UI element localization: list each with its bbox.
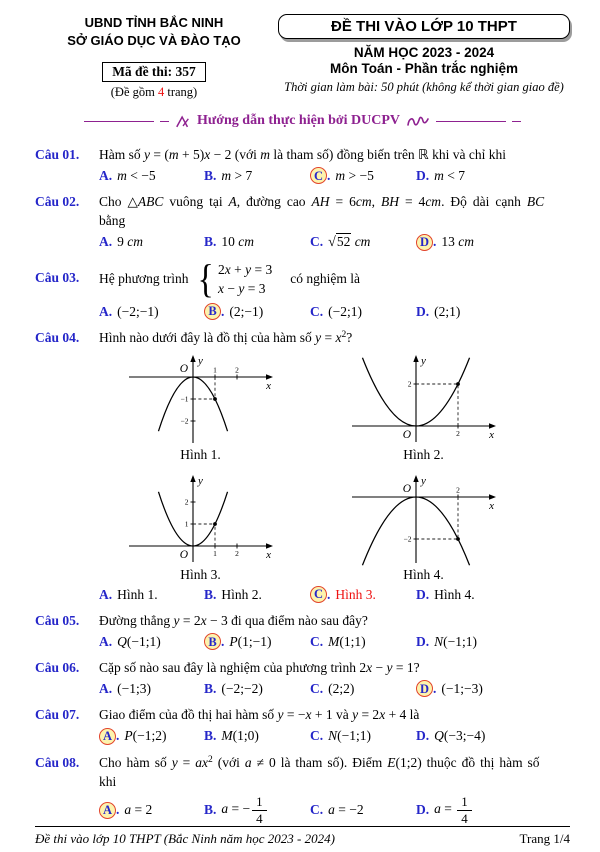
option-letter-dot: . (108, 680, 113, 696)
question-number: Câu 03. (35, 270, 80, 286)
question-block (35, 611, 570, 650)
parabola-graph (121, 471, 281, 567)
divider-dash (512, 121, 521, 122)
math-text: x (335, 330, 342, 345)
system-equations (218, 261, 272, 298)
option-letter: D (416, 167, 426, 183)
divider-text: Hướng dẫn thực hiện bởi DUCPV (196, 113, 401, 129)
option-letter-dot: . (425, 633, 430, 649)
fraction (457, 794, 472, 826)
math-text: a (221, 801, 229, 817)
correct-answer-circle: D (416, 680, 433, 697)
svg-text:y: y (420, 475, 426, 488)
option-letter: D (416, 586, 426, 602)
question-header (35, 145, 570, 164)
option-text: m > 7 (221, 167, 253, 183)
answer-option (204, 234, 310, 250)
math-text: y (171, 754, 178, 770)
option-text: (−2;−2) (221, 680, 263, 696)
math-text: y (245, 261, 252, 277)
pen-nib-icon (175, 114, 191, 129)
option-text: P(1;−1) (229, 633, 272, 649)
option-letter-dot: . (221, 303, 225, 319)
question-number: Câu 04. (35, 330, 80, 345)
math-text: cm (425, 194, 442, 210)
option-text: (−2;1) (328, 303, 362, 319)
option-letter: A (99, 586, 109, 602)
math-text: cm (127, 234, 143, 250)
divider-dash (84, 121, 154, 122)
school-year: NĂM HỌC 2023 - 2024 (353, 45, 495, 60)
radical-sign: √ (328, 234, 336, 250)
math-text: cm (458, 234, 474, 250)
option-letter: C (310, 234, 320, 250)
option-text: Q(−1;1) (117, 633, 161, 649)
option-letter-dot: . (433, 680, 437, 696)
math-text: m (221, 167, 232, 183)
question-text: Giao điểm của đồ thị hai hàm số y = −x + 1 và y = 2x + 4 là (99, 707, 420, 723)
option-letter-dot: . (108, 234, 113, 250)
header-right-block (278, 14, 570, 95)
question-block (35, 256, 570, 320)
svg-text:x: x (488, 500, 494, 513)
option-letter-dot: . (213, 728, 217, 744)
option-letter: A (99, 680, 109, 696)
option-text: N(−1;1) (434, 633, 477, 649)
svg-text:2: 2 (455, 429, 460, 439)
math-text: x (204, 147, 211, 163)
radicand: 52 (336, 233, 351, 249)
question-text: Đường thẳng y = 2x − 3 đi qua điểm nào sau đây? (99, 613, 368, 629)
answer-option (99, 304, 204, 320)
math-text: E (387, 754, 396, 770)
question-header (35, 256, 570, 302)
option-letter: B (204, 234, 214, 250)
math-text: x (202, 754, 209, 770)
figure-caption: Hình 3. (180, 567, 221, 583)
option-letter-dot: . (319, 802, 324, 818)
math-text: M (221, 728, 233, 744)
option-text: m < 7 (434, 167, 465, 183)
answer-option (310, 234, 416, 251)
option-letter-dot: . (213, 234, 217, 250)
option-letter-dot: . (425, 728, 430, 744)
correct-answer-circle: B (204, 633, 221, 650)
answer-option (416, 587, 570, 603)
figure (89, 471, 312, 583)
option-text: Hình 1. (117, 586, 158, 602)
math-text: 2 (341, 330, 347, 340)
option-letter-dot: . (213, 802, 217, 818)
option-letter: C (310, 680, 320, 696)
option-text: P(−1;2) (124, 728, 167, 744)
correct-answer-circle: A (99, 728, 116, 745)
math-text: M (328, 633, 340, 649)
math-text: 4 (157, 85, 165, 100)
fraction-denominator: 4 (256, 810, 263, 826)
page-footer (35, 826, 570, 847)
option-text: m > −5 (335, 167, 374, 183)
math-text: m (117, 167, 127, 183)
header-left-block (35, 14, 273, 100)
option-letter-dot: . (319, 633, 324, 649)
answer-option (310, 167, 416, 184)
option-letter: B (204, 728, 214, 744)
option-letter-dot: . (319, 680, 324, 696)
math-text: cm (355, 194, 372, 210)
option-letter: A (99, 234, 109, 250)
math-text: N (434, 633, 444, 649)
answer-option (204, 168, 310, 184)
svg-text:x: x (265, 380, 271, 393)
option-letter-dot: . (425, 586, 430, 602)
option-letter-dot: . (319, 234, 324, 250)
question-block (35, 658, 570, 697)
divider-dash (436, 121, 506, 122)
correct-answer-circle: D (416, 234, 433, 251)
question-text: Cho △ABC vuông tại A, đường cao AH = 6cm, BH = 4cm. Độ dài cạnh BC bằng (99, 194, 545, 229)
divider-dash (160, 121, 169, 122)
option-letter: D (416, 802, 426, 818)
math-text: A (228, 194, 237, 210)
option-letter: D (416, 728, 426, 744)
question-number: Câu 07. (35, 707, 80, 723)
option-text: N(−1;1) (328, 728, 371, 744)
option-letter-dot: . (327, 586, 331, 602)
svg-text:O: O (179, 549, 188, 562)
options-row (99, 794, 570, 826)
svg-text:O: O (179, 363, 188, 376)
answer-option (416, 634, 570, 650)
math-text: AH (311, 194, 330, 210)
math-text: BH (380, 194, 399, 210)
svg-text:1: 1 (212, 549, 217, 559)
option-letter-dot: . (425, 303, 430, 319)
question-header (35, 192, 570, 230)
org-line1: UBND TỈNH BẮC NINH (84, 15, 224, 30)
math-text: x (224, 261, 231, 277)
option-letter-dot: . (108, 303, 113, 319)
parabola-graph (121, 351, 281, 447)
answer-option (99, 634, 204, 650)
math-text: x (218, 280, 225, 296)
math-text: a (434, 801, 441, 817)
option-letter-dot: . (213, 586, 217, 602)
math-text: P (229, 633, 238, 649)
math-text: y (238, 280, 245, 296)
pages-note: (Đề gồm 4 trang) (110, 85, 198, 100)
question-header (35, 753, 570, 791)
answer-option (416, 304, 570, 320)
answer-option (310, 304, 416, 320)
option-text: a = −2 (328, 802, 364, 818)
option-letter: C (310, 633, 320, 649)
answer-option (310, 728, 416, 744)
fraction-numerator: 1 (457, 794, 472, 811)
system-equation-line: 2x + y = 3 (218, 261, 273, 277)
math-text: 2 (208, 754, 213, 765)
options-row (99, 633, 570, 650)
option-text: Hình 2. (221, 586, 262, 602)
svg-text:−2: −2 (180, 416, 188, 426)
svg-text:2: 2 (407, 379, 411, 389)
options-row (99, 680, 570, 697)
math-text: x (366, 660, 373, 676)
math-text: a (124, 802, 132, 818)
option-text: m < −5 (117, 167, 156, 183)
parabola-graph (344, 351, 504, 447)
math-text: m (335, 167, 346, 183)
option-letter-dot: . (221, 633, 225, 649)
svg-text:y: y (197, 475, 203, 488)
option-letter-dot: . (433, 234, 437, 250)
math-text: m (168, 147, 179, 163)
footer-page-number: Trang 1/4 (519, 831, 570, 847)
math-text: x (379, 707, 386, 723)
question-header (35, 611, 570, 630)
answer-option (99, 728, 204, 745)
svg-text:y: y (420, 355, 426, 368)
svg-text:2: 2 (184, 497, 188, 507)
math-text: y (386, 660, 393, 676)
option-text: Q(−3;−4) (434, 728, 486, 744)
svg-text:−2: −2 (403, 534, 411, 544)
answer-option (204, 303, 310, 320)
svg-text:y: y (197, 355, 203, 368)
math-text: y (352, 707, 359, 723)
questions-section (35, 137, 570, 826)
option-text: a = $\frac{1}{4}$ (434, 794, 474, 826)
option-letter-dot: . (425, 167, 430, 183)
question-text: Cặp số nào sau đây là nghiệm của phương trình 2x − y = 1? (99, 660, 420, 676)
figure-caption: Hình 1. (180, 447, 221, 463)
fraction (252, 794, 267, 826)
option-text: M(1;1) (328, 633, 366, 649)
system-equation-line: x − y = 3 (218, 280, 266, 296)
svg-text:1: 1 (184, 519, 188, 529)
answer-option (310, 802, 416, 818)
question-text: Hình nào dưới đây là đồ thị của hàm số $y = x^2$? (99, 330, 353, 345)
math-text: a (328, 802, 335, 818)
answer-option (310, 681, 416, 697)
answer-option (416, 234, 570, 251)
answer-option (310, 586, 416, 603)
svg-text:2: 2 (234, 365, 239, 375)
math-text: y (144, 147, 150, 163)
page-header (35, 14, 570, 100)
figure-grid (89, 351, 535, 583)
correct-answer-circle: C (310, 167, 327, 184)
math-text: ABC (137, 194, 164, 210)
option-letter-dot: . (116, 728, 120, 744)
option-text: a = − $\frac{1}{4}$ (221, 794, 268, 826)
option-text: (2;1) (434, 303, 461, 319)
options-row (99, 234, 570, 251)
exam-title: ĐỀ THI VÀO LỚP 10 THPT (278, 14, 570, 39)
svg-text:−1: −1 (180, 394, 188, 404)
duration-note: Thời gian làm bài: 50 phút (không kể thời gian giao đề) (284, 80, 564, 94)
option-letter-dot: . (116, 802, 120, 818)
correct-answer-circle: A (99, 802, 116, 819)
svg-text:x: x (265, 549, 271, 562)
question-text: Hệ phương trình { 2x + y = 3 x − y = 3 có nghiệm là (99, 256, 361, 302)
question-block (35, 328, 570, 603)
math-text: a (195, 754, 203, 770)
equation-system (196, 256, 273, 302)
option-text: 10 cm (221, 234, 255, 250)
option-letter: C (310, 303, 320, 319)
option-letter-dot: . (327, 167, 331, 183)
question-number: Câu 06. (35, 660, 80, 676)
question-number: Câu 08. (35, 754, 80, 770)
option-text: 13 cm (441, 234, 474, 250)
option-text: a = 2 (124, 802, 153, 818)
answer-option (99, 681, 204, 697)
option-text: Hình 4. (434, 586, 475, 602)
question-block (35, 145, 570, 184)
svg-text:2: 2 (455, 485, 460, 495)
option-letter: B (204, 586, 214, 602)
org-line2: SỞ GIÁO DỤC VÀ ĐÀO TẠO (67, 32, 241, 48)
correct-answer-circle: C (310, 586, 327, 603)
math-text: a (244, 754, 252, 770)
fraction-denominator: 4 (461, 810, 468, 826)
option-letter-dot: . (213, 167, 217, 183)
option-letter: B (204, 167, 214, 183)
option-letter-dot: . (108, 586, 113, 602)
math-text: m (260, 147, 270, 163)
answer-option (204, 587, 310, 603)
squiggle-icon (406, 114, 430, 128)
math-text: y (173, 613, 180, 629)
option-letter-dot: . (425, 802, 430, 818)
answer-option (204, 681, 310, 697)
answer-option (416, 794, 570, 826)
option-text: (2;−1) (229, 303, 264, 319)
math-text: P (124, 728, 133, 744)
question-number: Câu 05. (35, 613, 80, 629)
math-text: N (328, 728, 338, 744)
option-text: (−2;−1) (117, 303, 159, 319)
answer-option (310, 634, 416, 650)
answer-option (204, 633, 310, 650)
options-row (99, 167, 570, 184)
option-letter: D (416, 633, 426, 649)
math-text: BC (526, 194, 545, 210)
answer-option (416, 680, 570, 697)
parabola-graph (344, 471, 504, 567)
option-letter: A (99, 633, 109, 649)
question-text: Hàm số y = (m + 5)x − 2 (với m là tham số) đồng biến trên ℝ khi và chỉ khi (99, 147, 506, 163)
question-block (35, 705, 570, 744)
answer-option (416, 168, 570, 184)
option-letter: A (99, 303, 109, 319)
option-letter: B (204, 680, 214, 696)
svg-text:O: O (402, 429, 411, 442)
option-letter-dot: . (319, 728, 324, 744)
answer-option (416, 728, 570, 744)
svg-text:O: O (402, 483, 411, 496)
question-header (35, 328, 570, 347)
math-text: Q (117, 633, 127, 649)
subject-line: Môn Toán - Phần trắc nghiệm (329, 61, 518, 76)
option-letter: C (310, 802, 320, 818)
option-text: (2;2) (328, 680, 355, 696)
fraction-numerator: 1 (252, 794, 267, 811)
exam-code-box: Mã đề thi: 357 (102, 62, 206, 82)
svg-text:2: 2 (234, 549, 239, 559)
math-text: y (277, 707, 284, 723)
system-brace: { (197, 256, 214, 302)
svg-text:x: x (488, 429, 494, 442)
options-row (99, 586, 570, 603)
correct-answer-circle: B (204, 303, 221, 320)
answer-option (99, 234, 204, 250)
options-row (99, 728, 570, 745)
math-text: cm (354, 233, 371, 249)
option-letter: B (204, 802, 214, 818)
answer-option (204, 728, 310, 744)
question-block (35, 753, 570, 827)
option-letter-dot: . (213, 680, 217, 696)
math-text: x (200, 613, 207, 629)
figure (312, 351, 535, 463)
figure-caption: Hình 4. (403, 567, 444, 583)
option-letter-dot: . (319, 303, 324, 319)
options-row (99, 303, 570, 320)
divider (35, 113, 570, 129)
figure-caption: Hình 2. (403, 447, 444, 463)
math-text: y (315, 330, 322, 345)
option-text (328, 234, 370, 251)
question-block (35, 192, 570, 250)
answer-option (99, 168, 204, 184)
question-text: Cho hàm số $y = ax^2$ (với a ≠ 0 là tham số). Điểm E(1;2) thuộc đồ thị hàm số khi (99, 754, 540, 789)
question-number: Câu 02. (35, 194, 80, 210)
answer-option (204, 794, 310, 826)
option-text: M(1;0) (221, 728, 259, 744)
option-letter-dot: . (108, 633, 113, 649)
question-header (35, 658, 570, 677)
figure (89, 351, 312, 463)
option-text: (−1;3) (117, 680, 151, 696)
option-text: 9 cm (117, 234, 143, 250)
option-letter-dot: . (108, 167, 113, 183)
math-text: Q (434, 728, 444, 744)
option-text: (−1;−3) (441, 680, 483, 696)
math-text: cm (238, 234, 255, 250)
option-letter: D (416, 303, 426, 319)
answer-option (99, 802, 204, 819)
option-letter: A (99, 167, 109, 183)
answer-option (99, 587, 204, 603)
math-text: m (434, 167, 444, 183)
svg-text:1: 1 (212, 365, 217, 375)
option-text: Hình 3. (335, 586, 376, 602)
question-header (35, 705, 570, 724)
footer-exam-title: Đề thi vào lớp 10 THPT (Bắc Ninh năm học 2023 - 2024) (35, 831, 335, 847)
figure (312, 471, 535, 583)
question-number: Câu 01. (35, 147, 80, 163)
math-text: x (305, 707, 312, 723)
option-letter: C (310, 728, 320, 744)
